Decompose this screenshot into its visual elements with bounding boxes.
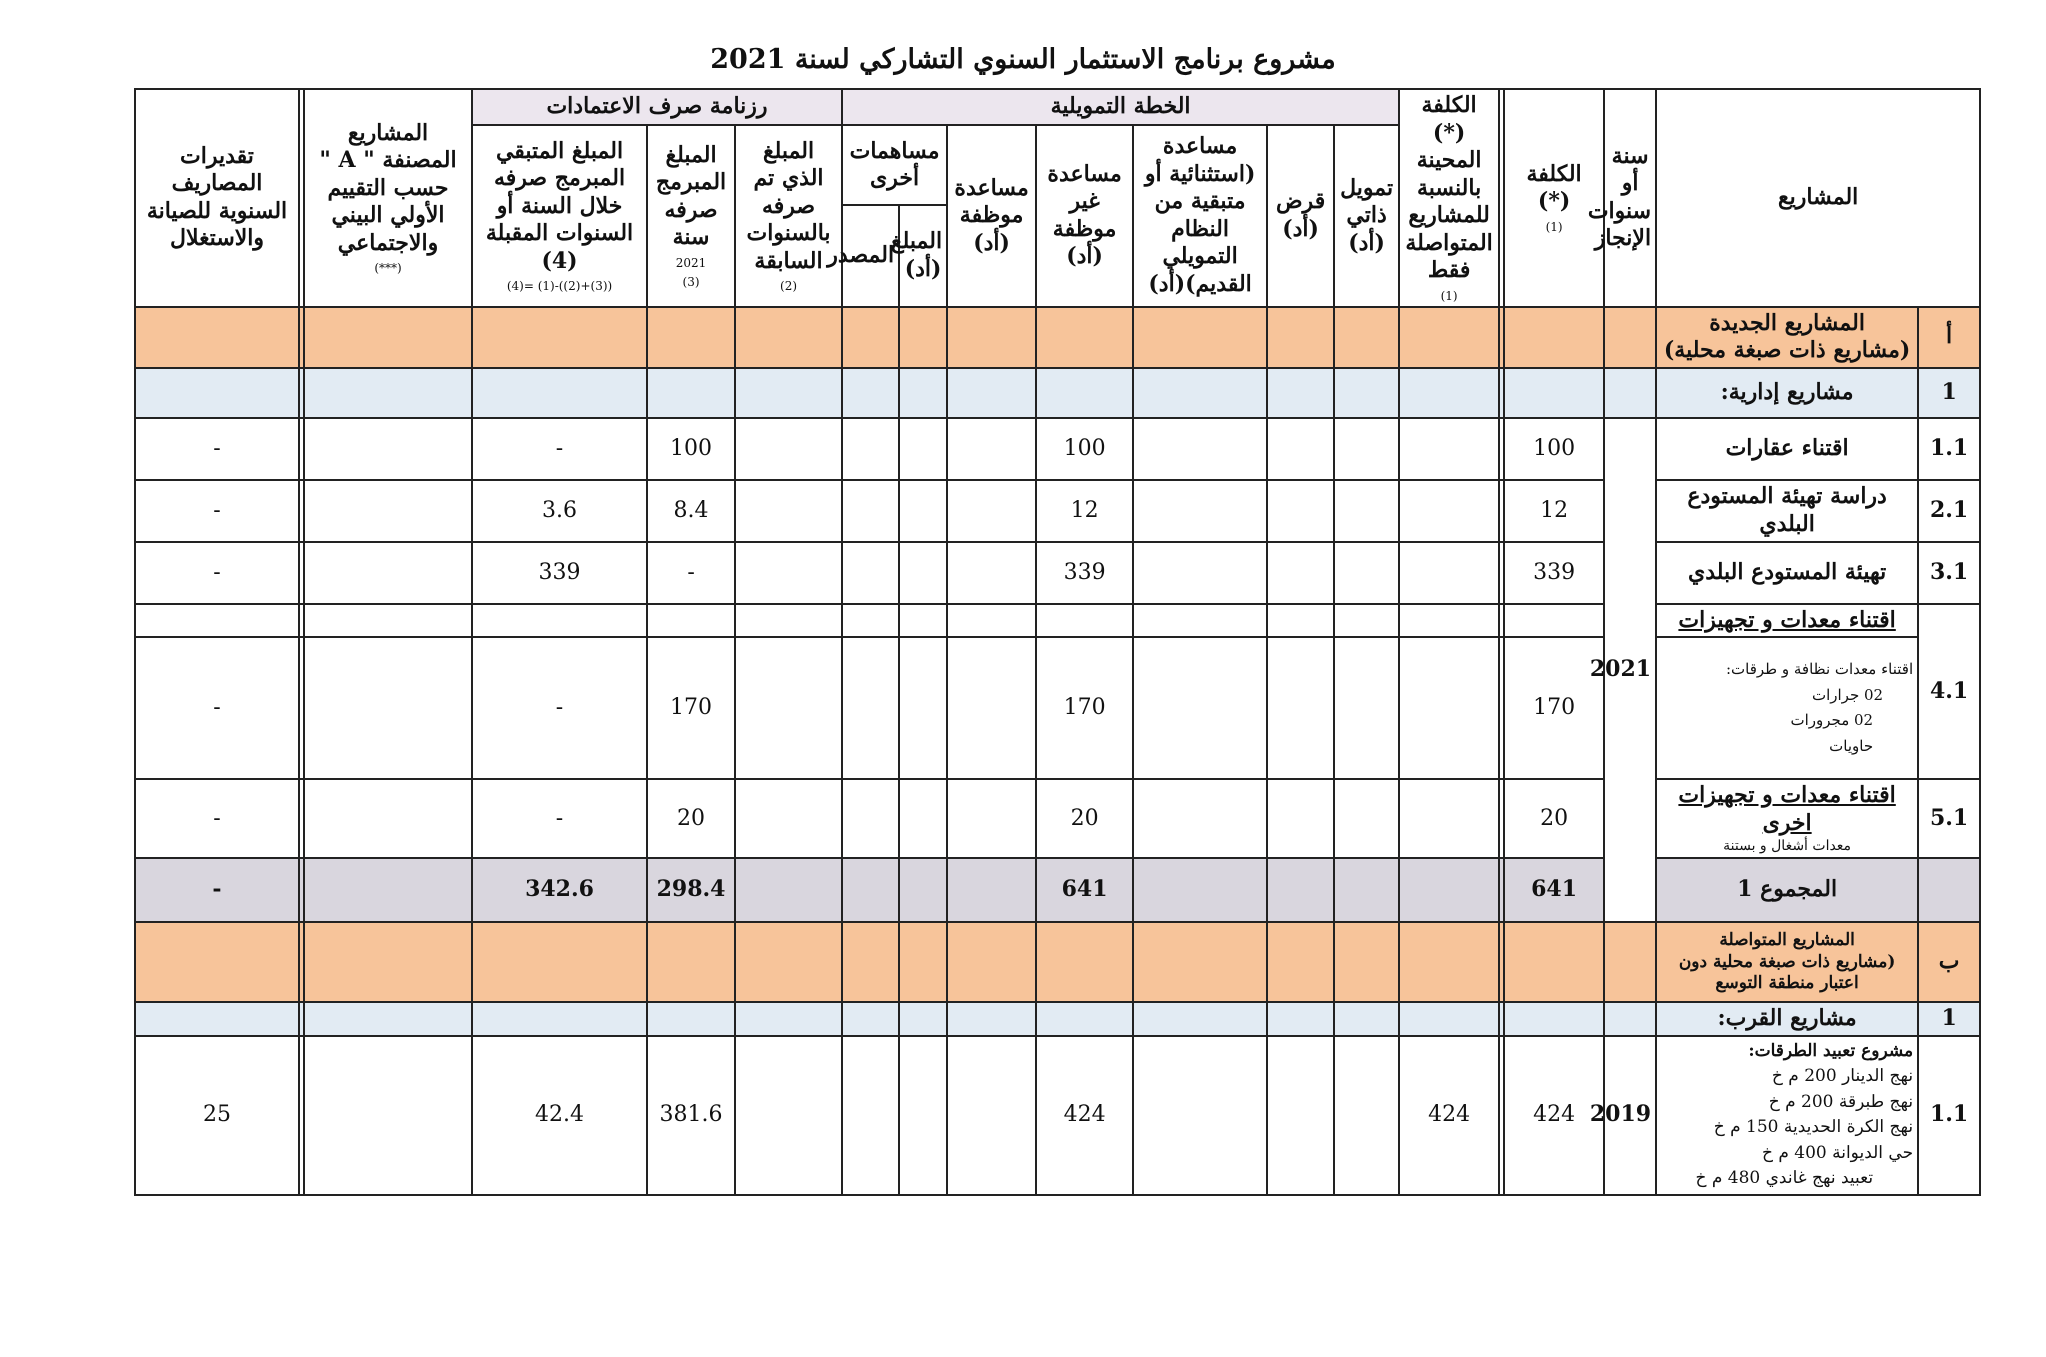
investment-program-table [134, 88, 1981, 1196]
row-11-name: اقتناء عقارات [1656, 418, 1918, 480]
header-remaining-formula: ((3)+(2))-(1) =(4) [506, 279, 613, 293]
header-prev-spent-note: (2) [780, 279, 798, 293]
row-21-cost: 12 [1504, 480, 1604, 542]
header-other-contributions: مساهمات أخرى [842, 125, 947, 205]
header-prev-spent [735, 125, 842, 307]
row-b11-list [1656, 1036, 1918, 1195]
row-41-line-1: اقتناء معدات نظافة و طرقات: [1725, 660, 1914, 678]
header-classified-label: المشاريع المصنفة " A " حسب التقييم الأولي البيني والاجتماعي [319, 119, 457, 256]
row-11-remaining: - [472, 418, 647, 480]
row-b11-heading: مشروع تعبيد الطرقات: [1748, 1040, 1914, 1061]
section-b-line3: اعتبار منطقة التوسع [1715, 972, 1859, 993]
table-row [135, 418, 1980, 480]
row-51-remaining: - [472, 779, 647, 858]
header-remaining-label: المبلغ المتبقي المبرمج صرفه خلال السنة أو السنوات المقبلة (4) [485, 137, 634, 274]
section-b-index: ب [1918, 922, 1980, 1002]
header-other-amount: المبلغ (أد) [899, 205, 947, 306]
row-b11-remaining: 42.4 [472, 1036, 647, 1195]
table-row [135, 779, 1980, 858]
section-b1-label: مشاريع القرب: [1656, 1002, 1918, 1036]
row-b11-cost-updated: 424 [1399, 1036, 1499, 1195]
table-row [135, 637, 1980, 779]
row-41-maintenance: - [135, 637, 299, 779]
row-31-remaining: 339 [472, 542, 647, 604]
row-51-name [1656, 779, 1918, 858]
header-classified-note: (***) [374, 261, 402, 275]
row-b11-maintenance: 25 [135, 1036, 299, 1195]
row-41-heading-text: اقتناء معدات و تجهيزات [1678, 606, 1896, 633]
row-41-index: 4.1 [1918, 604, 1980, 780]
total-1-unallocated: 641 [1036, 858, 1133, 922]
row-41-line-2: 02 جرارات [1811, 685, 1884, 704]
header-planned-2021 [647, 125, 735, 307]
section-a-index: أ [1918, 307, 1980, 368]
row-41-line-4: حاويات [1829, 736, 1874, 755]
section-b-title [1656, 922, 1918, 1002]
header-maintenance: تقديرات المصاريف السنوية للصيانة والاستغلال [135, 89, 299, 307]
section-b1-index: 1 [1918, 1002, 1980, 1036]
header-cost-label: الكلفة (*) [1526, 160, 1582, 215]
header-years: سنة أو سنوات الإنجاز [1604, 89, 1656, 307]
row-21-planned: 8.4 [647, 480, 735, 542]
row-21-name: دراسة تهيئة المستودع البلدي [1656, 480, 1918, 542]
table-row [135, 604, 1980, 638]
header-other-source: المصدر [842, 205, 899, 306]
row-31-unallocated: 339 [1036, 542, 1133, 604]
row-b11-unallocated: 424 [1036, 1036, 1133, 1195]
total-1-cost: 641 [1504, 858, 1604, 922]
row-41-list [1656, 637, 1918, 779]
row-41-line-3: 02 مجرورات [1790, 711, 1874, 729]
header-prev-spent-label: المبلغ الذي تم صرفه بالسنوات السابقة [746, 137, 831, 274]
header-remaining [472, 125, 647, 307]
header-planned-label: المبلغ المبرمج صرفه سنة [655, 141, 727, 251]
row-51-index: 5.1 [1918, 779, 1980, 858]
row-21-index: 2.1 [1918, 480, 1980, 542]
header-planned-year: 2021 [675, 255, 707, 270]
header-cost-updated [1399, 89, 1499, 307]
row-21-maintenance: - [135, 480, 299, 542]
row-21-unallocated: 12 [1036, 480, 1133, 542]
row-31-index: 3.1 [1918, 542, 1980, 604]
header-gap-2 [299, 89, 304, 307]
row-11-cost: 100 [1504, 418, 1604, 480]
row-51-unallocated: 20 [1036, 779, 1133, 858]
row-51-maintenance: - [135, 779, 299, 858]
header-cost-updated-note: (1) [1440, 288, 1458, 303]
header-exceptional-aid: مساعدة (استثنائية أو متبقية من النظام التمويلي القديم)(أد) [1133, 125, 1267, 307]
table-row [135, 1036, 1980, 1195]
document-title: مشروع برنامج الاستثمار السنوي التشاركي لسنة 2021 [710, 44, 1336, 75]
header-disbursement-schedule: رزنامة صرف الاعتمادات [472, 89, 842, 125]
row-51-line: معدات أشغال و بستنة [1723, 838, 1852, 854]
header-cost-updated-label: الكلفة (*) المحينة بالنسبة للمشاريع المتواصلة فقط [1405, 92, 1493, 283]
row-41-heading [1656, 604, 1918, 638]
total-1-label: المجموع 1 [1656, 858, 1918, 922]
row-31-planned: - [647, 542, 735, 604]
row-11-index: 1.1 [1918, 418, 1980, 480]
row-11-planned: 100 [647, 418, 735, 480]
header-unallocated-aid: مساعدة غير موظفة (أد) [1036, 125, 1133, 307]
row-b11-line-3: نهج الكرة الحديدية 150 م خ [1713, 1117, 1914, 1138]
row-41-planned: 170 [647, 637, 735, 779]
header-financing-plan: الخطة التمويلية [842, 89, 1399, 125]
row-31-name: تهيئة المستودع البلدي [1656, 542, 1918, 604]
row-11-maintenance: - [135, 418, 299, 480]
section-b-line2: (مشاريع ذات صبغة محلية دون [1678, 951, 1896, 972]
row-31-cost: 339 [1504, 542, 1604, 604]
table-row [135, 542, 1980, 604]
section-a1-label: مشاريع إدارية: [1656, 368, 1918, 418]
row-51-cost: 20 [1504, 779, 1604, 858]
header-planned-note: (3) [682, 274, 700, 289]
total-1-remaining: 342.6 [472, 858, 647, 922]
row-b11-cost: 424 [1504, 1036, 1604, 1195]
section-a1-index: 1 [1918, 368, 1980, 418]
section-b-line1: المشاريع المتواصلة [1719, 930, 1855, 951]
row-31-maintenance: - [135, 542, 299, 604]
total-row [135, 858, 1980, 922]
row-b11-planned: 381.6 [647, 1036, 735, 1195]
row-b11-line-5: تعبيد نهج غاندي 480 م خ [1695, 1168, 1874, 1189]
header-self-financing: تمويل ذاتي (أد) [1334, 125, 1399, 307]
header-allocated-aid: مساعدة موظفة (أد) [947, 125, 1036, 307]
section-a-line1: المشاريع الجديدة [1709, 309, 1865, 336]
row-b11-index: 1.1 [1918, 1036, 1980, 1195]
row-21-remaining: 3.6 [472, 480, 647, 542]
section-a-line2: (مشاريع ذات صبغة محلية) [1663, 337, 1911, 363]
header-gap-1 [1499, 89, 1504, 307]
row-41-cost: 170 [1504, 637, 1604, 779]
row-b11-line-4: حي الديوانة 400 م خ [1761, 1142, 1914, 1163]
row-51-planned: 20 [647, 779, 735, 858]
row-b11-line-1: نهج الدينار 200 م خ [1771, 1066, 1914, 1087]
year-2021: 2021 [1604, 418, 1656, 923]
row-b11-line-2: نهج طبرقة 200 م خ [1768, 1091, 1914, 1112]
row-b11-year: 2019 [1604, 1036, 1656, 1195]
total-1-planned: 298.4 [647, 858, 735, 922]
header-projects: المشاريع [1656, 89, 1980, 307]
table-row [135, 480, 1980, 542]
row-51-heading: اقتناء معدات و تجهيزات اخرى [1678, 782, 1896, 836]
header-classified [304, 89, 472, 307]
row-41-remaining: - [472, 637, 647, 779]
total-1-maintenance: - [135, 858, 299, 922]
row-41-unallocated: 170 [1036, 637, 1133, 779]
header-cost-note: (1) [1545, 219, 1563, 234]
section-a-title [1656, 307, 1918, 368]
header-loan: قرض (أد) [1267, 125, 1334, 307]
row-11-unallocated: 100 [1036, 418, 1133, 480]
